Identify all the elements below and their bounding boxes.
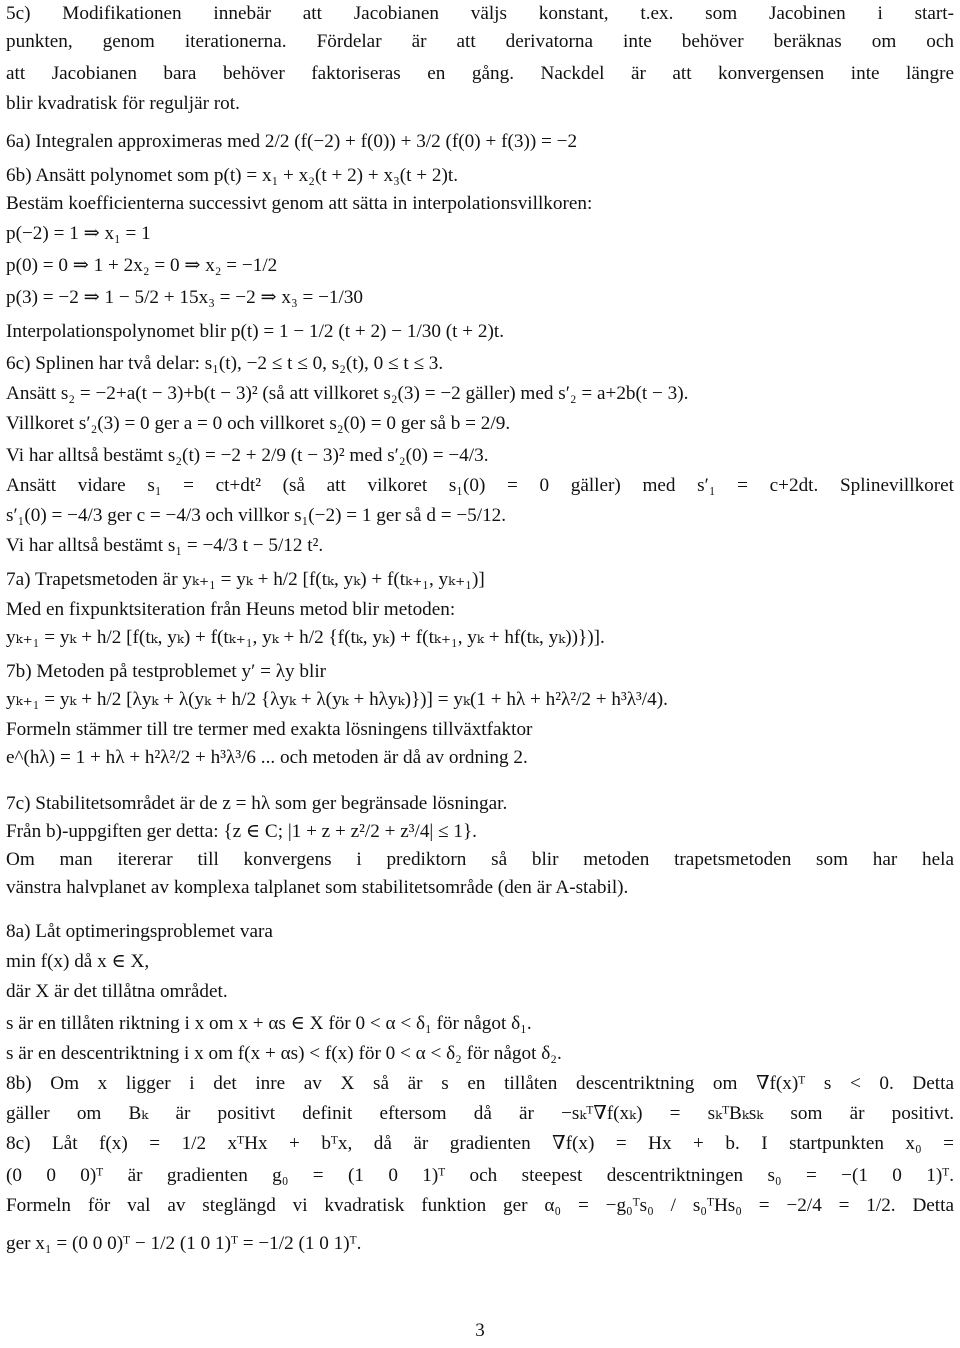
page-number: 3 [475,1320,485,1341]
text-line: Vi har alltså bestämt s₁ = −4/3 t − 5/12 t². [6,535,324,556]
text-line: Bestäm koefficienterna successivt genom att sätta in interpolationsvillkoren: [6,193,593,214]
text-line: 8b) Om x ligger i det inre av X så är s en tillåten descentriktning om ∇f(x)ᵀ s < 0. Detta [6,1073,954,1094]
text-line: s′₁(0) = −4/3 ger c = −4/3 och villkor s₁(−2) = 1 ger så d = −5/12. [6,505,507,526]
text-line: vänstra halvplanet av komplexa talplanet som stabilitetsområde (den är A-stabil). [6,877,629,898]
text-line: p(3) = −2 ⇒ 1 − 5/2 + 15x₃ = −2 ⇒ x₃ = −1/30 [6,287,364,308]
text-line: att Jacobianen bara behöver faktoriseras en gång. Nackdel är att konvergensen inte längre [6,63,954,84]
text-line: 8a) Låt optimeringsproblemet vara [6,921,273,942]
text-line: Formeln stämmer till tre termer med exakta lösningens tillväxtfaktor [6,719,533,740]
text-line: 5c) Modifikationen innebär att Jacobianen väljs konstant, t.ex. som Jacobinen i start- [6,3,954,24]
text-line: 7b) Metoden på testproblemet y′ = λy blir [6,661,327,682]
text-line: 8c) Låt f(x) = 1/2 xᵀHx + bᵀx, då är gradienten ∇f(x) = Hx + b. I startpunkten x₀ = [6,1133,954,1154]
text-line: yₖ₊₁ = yₖ + h/2 [λyₖ + λ(yₖ + h/2 {λyₖ + λ(yₖ + hλyₖ)})] = yₖ(1 + hλ + h²λ²/2 + h³λ³/4). [6,689,668,710]
text-line: s är en descentriktning i x om f(x + αs) < f(x) för 0 < α < δ₂ för något δ₂. [6,1043,562,1064]
text-line: yₖ₊₁ = yₖ + h/2 [f(tₖ, yₖ) + f(tₖ₊₁, yₖ + h/2 {f(tₖ, yₖ) + f(tₖ₊₁, yₖ + hf(tₖ, yₖ))})]. [6,627,605,648]
text-line: Villkoret s′₂(3) = 0 ger a = 0 och villkoret s₂(0) = 0 ger så b = 2/9. [6,413,511,434]
text-line: Ansätt vidare s₁ = ct+dt² (så att vilkoret s₁(0) = 0 gäller) med s′₁ = c+2dt. Splinevillkoret [6,475,954,496]
text-line: ger x₁ = (0 0 0)ᵀ − 1/2 (1 0 1)ᵀ = −1/2 (1 0 1)ᵀ. [6,1233,362,1254]
text-line: 6b) Ansätt polynomet som p(t) = x₁ + x₂(t + 2) + x₃(t + 2)t. [6,165,459,186]
text-line: 7c) Stabilitetsområdet är de z = hλ som ger begränsade lösningar. [6,793,508,814]
text-line: p(0) = 0 ⇒ 1 + 2x₂ = 0 ⇒ x₂ = −1/2 [6,255,278,276]
text-line: Formeln för val av steglängd vi kvadratisk funktion ger α₀ = −g₀ᵀs₀ / s₀ᵀHs₀ = −2/4 = 1/2. Detta [6,1195,954,1216]
text-line: 6c) Splinen har två delar: s₁(t), −2 ≤ t ≤ 0, s₂(t), 0 ≤ t ≤ 3. [6,353,444,374]
text-line: blir kvadratisk för reguljär rot. [6,93,240,114]
text-line: (0 0 0)ᵀ är gradienten g₀ = (1 0 1)ᵀ och steepest descentriktningen s₀ = −(1 0 1)ᵀ. [6,1165,954,1186]
text-line: Om man itererar till konvergens i prediktorn så blir metoden trapetsmetoden som har hela [6,849,954,870]
text-line: Från b)-uppgiften ger detta: {z ∈ C; |1 + z + z²/2 + z³/4| ≤ 1}. [6,821,477,842]
text-line: s är en tillåten riktning i x om x + αs ∈ X för 0 < α < δ₁ för något δ₁. [6,1013,532,1034]
text-line: p(−2) = 1 ⇒ x₁ = 1 [6,223,151,244]
text-line: Med en fixpunktsiteration från Heuns metod blir metoden: [6,599,456,620]
text-line: 7a) Trapetsmetoden är yₖ₊₁ = yₖ + h/2 [f(tₖ, yₖ) + f(tₖ₊₁, yₖ₊₁)] [6,569,485,590]
text-line: e^(hλ) = 1 + hλ + h²λ²/2 + h³λ³/6 ... och metoden är då av ordning 2. [6,747,528,768]
text-line: min f(x) då x ∈ X, [6,951,150,972]
text-line: Vi har alltså bestämt s₂(t) = −2 + 2/9 (t − 3)² med s′₂(0) = −4/3. [6,445,489,466]
text-line: 6a) Integralen approximeras med 2/2 (f(−2) + f(0)) + 3/2 (f(0) + f(3)) = −2 [6,131,578,152]
text-line: Ansätt s₂ = −2+a(t − 3)+b(t − 3)² (så att villkoret s₂(3) = −2 gäller) med s′₂ = a+2b(t − 3). [6,383,689,404]
text-line: Interpolationspolynomet blir p(t) = 1 − 1/2 (t + 2) − 1/30 (t + 2)t. [6,321,505,342]
text-line: där X är det tillåtna området. [6,981,228,1002]
text-line: punkten, genom iterationerna. Fördelar är att derivatorna inte behöver beräknas om och [6,31,954,52]
text-line: gäller om Bₖ är positivt definit eftersom då är −sₖᵀ∇f(xₖ) = sₖᵀBₖsₖ som är positivt. [6,1103,954,1124]
